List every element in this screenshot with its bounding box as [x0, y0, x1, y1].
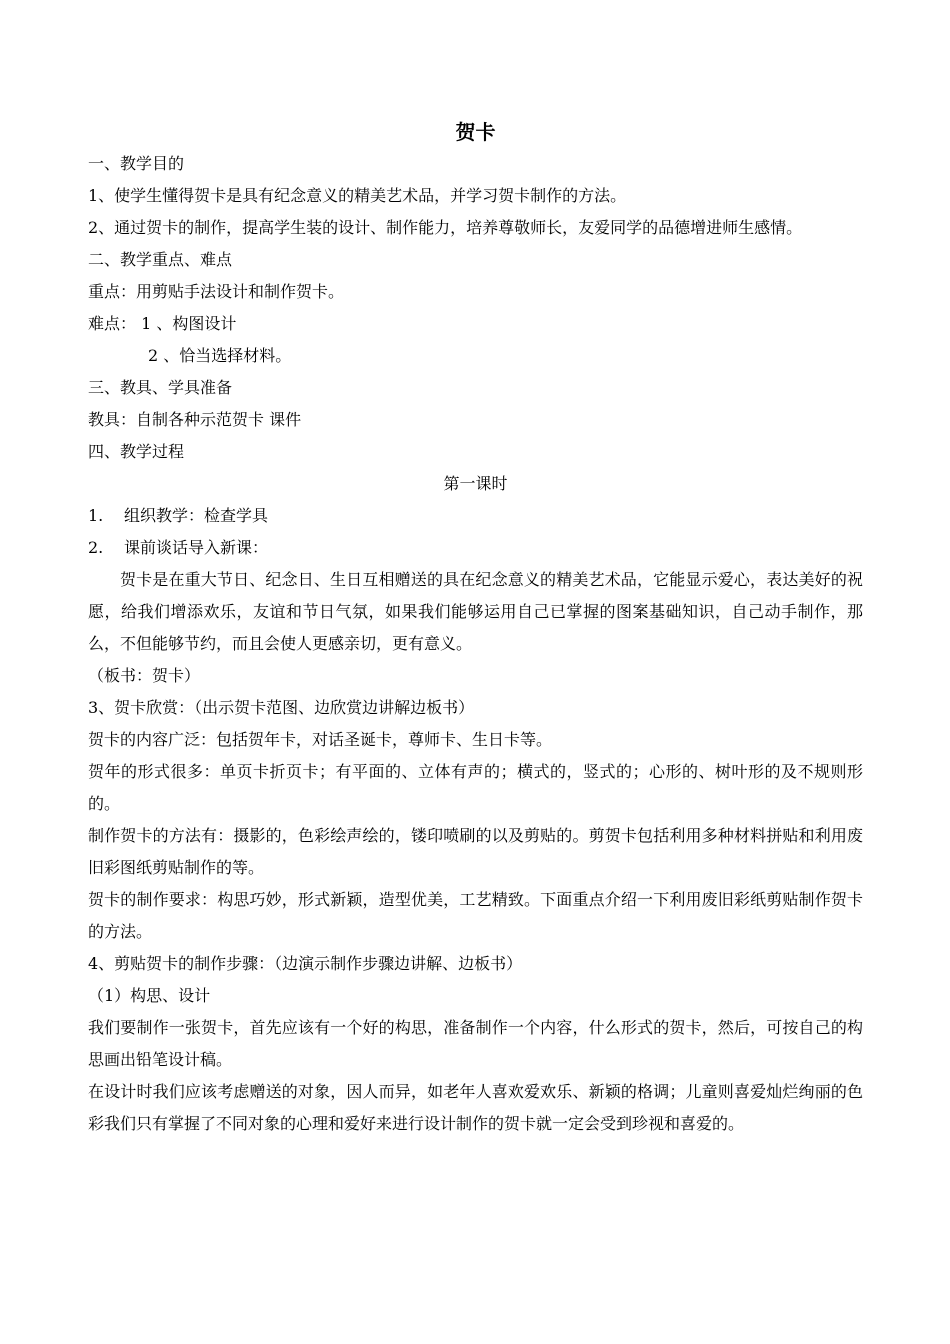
process-step-3: 3、贺卡欣赏：（出示贺卡范图、边欣赏边讲解边板书） — [88, 698, 475, 717]
document-page — [88, 116, 863, 1140]
objective-item-1: 1、使学生懂得贺卡是具有纪念意义的精美艺术品，并学习贺卡制作的方法。 — [88, 186, 627, 205]
content-range-paragraph: 贺卡的内容广泛：包括贺年卡，对话圣诞卡，尊师卡、生日卡等。 — [88, 730, 553, 749]
section-heading-objectives: 一、教学目的 — [88, 154, 185, 173]
process-step-1-text: 组织教学：检查学具 — [124, 506, 269, 525]
board-note: （板书：贺卡） — [88, 666, 201, 685]
section-heading-tools: 三、教具、学具准备 — [88, 378, 233, 397]
process-step-2-text: 课前谈话导入新课： — [124, 538, 269, 557]
design-paragraph-1: 我们要制作一张贺卡，首先应该有一个好的构思，准备制作一个内容，什么形式的贺卡，然后，可按自己的构思画出铅笔设计稿。 — [88, 1018, 863, 1069]
tools-list: 教具：自制各种示范贺卡 课件 — [88, 410, 302, 429]
section-heading-process: 四、教学过程 — [88, 442, 185, 461]
forms-paragraph: 贺年的形式很多：单页卡折页卡；有平面的、立体有声的；横式的，竖式的；心形的、树叶形的及不规则形的。 — [88, 762, 863, 813]
methods-paragraph: 制作贺卡的方法有：摄影的，色彩绘声绘的，镂印喷刷的以及剪贴的。剪贺卡包括利用多种材料拼贴和利用废旧彩图纸剪贴制作的等。 — [88, 826, 863, 877]
difficulty-item-2: 2 、恰当选择材料。 — [148, 346, 292, 365]
process-step-4: 4、剪贴贺卡的制作步骤：（边演示制作步骤边讲解、边板书） — [88, 954, 523, 973]
lesson-title: 第一课时 — [443, 474, 508, 493]
substep-1-heading: （1）构思、设计 — [88, 986, 211, 1005]
process-step-2 — [88, 532, 863, 564]
section-heading-key-points: 二、教学重点、难点 — [88, 250, 233, 269]
document-title: 贺卡 — [455, 120, 496, 144]
intro-paragraph: 贺卡是在重大节日、纪念日、生日互相赠送的具在纪念意义的精美艺术品，它能显示爱心，表达美好的祝愿，给我们增添欢乐，友谊和节日气氛，如果我们能够运用自己已掌握的图案基础知识，自己动手制作，那么，不但能够节约，而且会使人更感亲切，更有意义。 — [88, 570, 863, 653]
key-point: 重点：用剪贴手法设计和制作贺卡。 — [88, 282, 345, 301]
process-step-1 — [88, 500, 863, 532]
process-step-2-number: 2. — [88, 538, 104, 557]
process-step-1-number: 1. — [88, 506, 104, 525]
objective-item-2: 2、通过贺卡的制作，提高学生装的设计、制作能力，培养尊敬师长，友爱同学的品德增进师生感情。 — [88, 218, 803, 237]
design-paragraph-2: 在设计时我们应该考虑赠送的对象，因人而异，如老年人喜欢爱欢乐、新颖的格调；儿童则喜爱灿烂绚丽的色彩我们只有掌握了不同对象的心理和爱好来进行设计制作的贺卡就一定会受到珍视和喜爱的。 — [88, 1082, 863, 1133]
difficulty-item-1: 1 、构图设计 — [141, 314, 237, 333]
difficulty-row — [88, 308, 863, 340]
difficulty-label: 难点： — [88, 314, 137, 333]
requirements-paragraph: 贺卡的制作要求：构思巧妙，形式新颖，造型优美，工艺精致。下面重点介绍一下利用废旧彩纸剪贴制作贺卡的方法。 — [88, 890, 863, 941]
